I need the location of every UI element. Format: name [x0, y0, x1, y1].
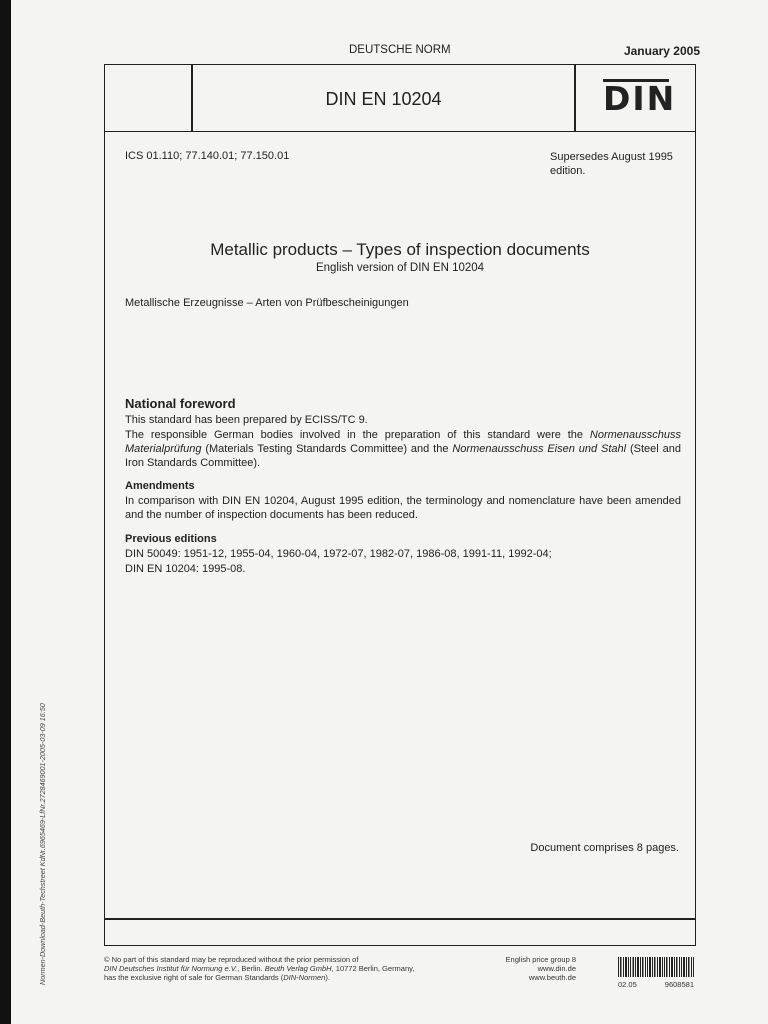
din-url[interactable]: www.din.de: [537, 964, 576, 973]
din-logo: DIN: [603, 79, 677, 118]
publication-date: January 2005: [623, 44, 700, 58]
amendments: [125, 479, 681, 523]
copyright-notice: © No part of this standard may be reproduced without the prior permission of DIN Deutsches Institut für Normung e.V., Berlin. Beuth Verlag GmbH, 10772 Berlin, Germany, has the exclusive right of sale for German Standards (DIN-Normen).: [104, 955, 415, 982]
document-subtitle: English version of DIN EN 10204: [315, 262, 485, 274]
national-foreword-heading: National foreword: [125, 396, 236, 411]
beuth-url[interactable]: www.beuth.de: [528, 973, 576, 982]
download-stamp: Normen-Download-Beuth-Techstreet KdNr.6965469-LfNr.2728469001-2005-03-09 16:50: [38, 703, 47, 985]
price-group: English price group 8: [505, 955, 576, 964]
barcode-icon: [618, 957, 694, 977]
page-header: [104, 44, 700, 60]
supersedes-note: Supersedes August 1995 edition.: [550, 151, 673, 177]
foreword-paragraph-1: This standard has been prepared by ECISS/TC 9.: [125, 414, 368, 426]
ics-codes: ICS 01.110; 77.140.01; 77.150.01: [125, 150, 290, 162]
barcode-number: 02.05 9608581: [618, 980, 694, 989]
document-title: Metallic products – Types of inspection documents: [210, 240, 590, 259]
norm-label: DEUTSCHE NORM: [349, 44, 451, 56]
german-title: Metallische Erzeugnisse – Arten von Prüfbescheinigungen: [125, 297, 409, 309]
footer-divider: [105, 918, 695, 920]
scan-edge: [0, 0, 11, 1024]
amendments-text: In comparison with DIN EN 10204, August 1995 edition, the terminology and nomenclature have been amended and the number of inspection documents has been reduced.: [125, 495, 681, 521]
previous-editions-heading: Previous editions: [125, 533, 217, 545]
previous-editions-line-1: DIN 50049: 1951-12, 1955-04, 1960-04, 1972-07, 1982-07, 1986-08, 1991-11, 1992-04;: [125, 548, 552, 560]
amendments-heading: Amendments: [125, 480, 195, 492]
foreword-paragraph-2: The responsible German bodies involved in the preparation of this standard were the Normenausschuss Materialprüfung (Materials Testing Standards Committee) and the Normenausschuss Eisen und Stahl (Steel and Iron Standards Committee).: [125, 429, 681, 469]
page-count-note: Document comprises 8 pages.: [530, 842, 679, 854]
previous-editions-line-2: DIN EN 10204: 1995-08.: [125, 563, 246, 575]
national-foreword: [125, 397, 681, 471]
price-and-links: [484, 955, 576, 982]
title-box: [105, 65, 695, 132]
document-frame: [104, 64, 696, 946]
standard-number: DIN EN 10204: [325, 89, 442, 109]
previous-editions: [125, 532, 681, 577]
